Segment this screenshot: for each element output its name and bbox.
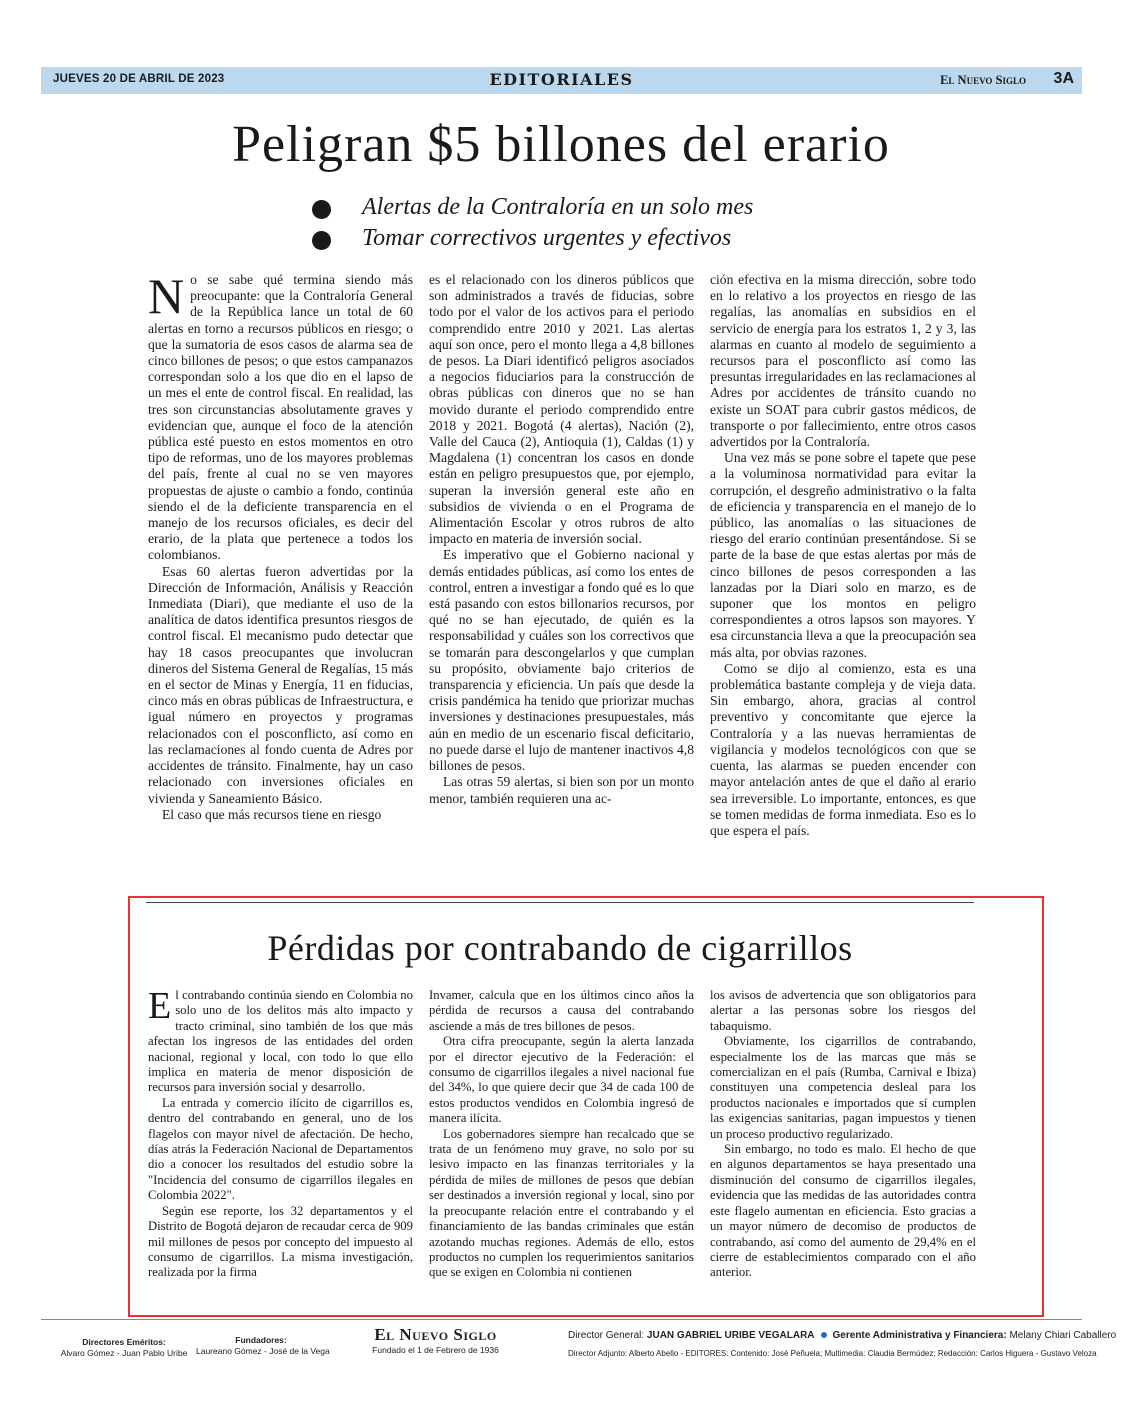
footer-founders: Fundadores: Laureano Gómez - José de la Vega	[196, 1335, 330, 1356]
paragraph: Los gobernadores siempre han recalcado que se trata de un fenómeno muy grave, no solo por su lesivo impacto en las finanzas territoriales y la pérdida de miles de millones de pesos que debían ser destinados a inversión regional y local, sino por la preocupante relación entre el contrabando y el financiamiento de las bandas criminales que están azotando muchas regiones. Además de ello, estos productos no cumplen los requerimientos sanitarios que se exigen en Colombia ni contienen	[429, 1126, 694, 1280]
editorial-1-column-2	[429, 272, 694, 807]
paragraph: Esas 60 alertas fueron advertidas por la Dirección de Información, Análisis y Reacción Inmediata (Diari), que mediante el uso de la analítica de datos identifica presuntos riesgos de control fiscal. El mecanismo pudo detectar que hay 18 casos preocupantes que involucran dineros del Sistema General de Regalías, 15 más en el sector de Minas y Energía, 11 en fiducias, cinco más en obras públicas de Infraestructura, e igual número en proyectos y programas relacionados con el posconflicto, así como en las reclamaciones al fondo cuenta de Adres por accidentes de tránsito. Finalmente, hay un caso relacionado con inversiones oficiales en vivienda y Saneamiento Básico.	[148, 563, 414, 806]
paragraph: Una vez más se pone sobre el tapete que pese a la voluminosa normatividad para evitar la corrupción, el desgreño administrativo o la falta de eficiencia y transparencia en el manejo de lo público, las anomalías o las situaciones de riesgo del erario continúan presentándose. Si se parte de la base de que estas alertas por más de cinco billones de pesos corresponden a las lanzadas por la Diari solo en marzo, es de suponer que los montos en peligro correspondientes a otros lapsos son mayores. Y esa circunstancia lleva a que la preocupación sea más alta, por obvias razones.	[710, 450, 976, 660]
header-section: EDITORIALES	[489, 70, 634, 89]
drop-cap: E	[148, 985, 172, 1027]
footer-logo	[363, 1325, 508, 1356]
paragraph: La entrada y comercio ilícito de cigarrillos es, dentro del contrabando en general, uno de los flagelos con mayor nivel de afectación. De hecho, días atrás la Federación Nacional de Departamentos dio a conocer los resultados del estudio sobre la "Incidencia del consumo de cigarrillos ilegales en Colombia 2022".	[148, 1095, 413, 1203]
footer-divider	[41, 1319, 1082, 1320]
newspaper-logo: El Nuevo Siglo	[374, 1325, 497, 1344]
paragraph: Otra cifra preocupante, según la alerta lanzada por el director ejecutivo de la Federación: el consumo de cigarrillos ilegales a nivel nacional fue del 34%, lo que quiere decir que 34 de cada 100 de estos productos vendidos en Colombia ingresó de manera ilícita.	[429, 1034, 694, 1126]
editorial-1-title: Peligran $5 billones del erario	[232, 116, 890, 173]
header-paper-name: El Nuevo Siglo	[940, 73, 1026, 87]
subtitle-text: Tomar correctivos urgentes y efectivos	[362, 225, 732, 251]
paragraph: Sin embargo, no todo es malo. El hecho de que en algunos departamentos se haya presentado una disminución del consumo de cigarrillos ilegales, evidencia que las medidas de las autoridades contra este flagelo aumentan en eficiencia. Esto gracias a un mayor número de decomiso de productos de contrabando, así como del aumento de 29,4% en el cierre de establecimientos comparado con el año anterior.	[710, 1142, 976, 1280]
paragraph: Invamer, calcula que en los últimos cinco años la pérdida de recursos a causa del contrabando asciende a más de tres billones de pesos.	[429, 988, 694, 1033]
founded-date: Fundado el 1 de Febrero de 1936	[372, 1345, 499, 1355]
paragraph: No se sabe qué termina siendo más preocupante: que la Contraloría General de la República lance un total de 60 alertas en torno a recursos públicos en riesgo; o que la sumatoria de esos casos de alarma sea de cinco billones de pesos; o que estos campanazos correspondan solo a los que dio en el lapso de un mes el ente de control fiscal. En realidad, las tres son circunstancias absolutamente graves y evidencian que, aunque el foco de la atención pública esté puesto en estos momentos en otro tipo de reformas, uno de los mayores problemas del país, frente al cual no se ven mayores propuestas de ajuste o cambio a fondo, continúa siendo el de la deficiente transparencia en el manejo de los recursos oficiales, es decir del erario, de la plata que pertenece a todos los colombianos.	[148, 268, 413, 563]
subtitle-text: Alertas de la Contraloría en un solo mes	[362, 194, 754, 220]
paragraph: El caso que más recursos tiene en riesgo	[162, 806, 382, 822]
header-bar	[41, 67, 1082, 94]
paragraph: El contrabando continúa siendo en Colombia no solo uno de los delitos más alto impacto y tracto criminal, sino también de los que más afectan los ingresos de las entidades del orden nacional, regional y local, con todo lo que ello implica en materia de menor disposición de recursos para inversión social y desarrollo.	[148, 985, 413, 1095]
staff-line: Director Adjunto: Alberto Abello - EDITORES: Contenido: José Peñuela; Multimedia: Claudia Bermúdez; Redacción: Carlos Higuera - Gustavo Veloza	[568, 1349, 1097, 1358]
paragraph: ción efectiva en la misma dirección, sobre todo en lo relativo a los proyectos en riesgo de las regalías, las anomalías en subsidios en el servicio de energía para los estratos 1, 2 y 3, las alarmas en cuanto al modelo de seguimiento a recursos para el posconflicto así como las presuntas irregularidades en las reclamaciones al Adres por accidentes de tránsito cuando no existe un SOAT para cubrir gastos médicos, de transporte o por fallecimiento, entre otros casos advertidos por la Contraloría.	[710, 272, 976, 450]
editorial-2-column-2	[429, 988, 694, 1281]
paragraph: Como se dijo al comienzo, esta es una problemática bastante compleja y de vieja data. Sin embargo, ahora, gracias al control preventivo y concomitante que ejerce la Contraloría y a las nuevas herramientas de vigilancia y modelos tecnológicos con que se cuenta, las alarmas se pueden encender con mayor antelación antes de que el daño al erario sea irreversible. Lo importante, entonces, es que se tomen medidas de forma inmediata. Eso es lo que espera el país.	[710, 660, 976, 838]
paragraph: Según ese reporte, los 32 departamentos y el Distrito de Bogotá dejaron de recaudar cerca de 909 mil millones de pesos por concepto del impuesto al consumo de cigarrillos. La misma investigación, realizada por la firma	[148, 1203, 413, 1280]
editorial-2-column-3	[710, 988, 976, 1281]
paragraph: Es imperativo que el Gobierno nacional y demás entidades públicas, así como los entes de control, entren a investigar a fondo qué es lo que está pasando con estos billonarios recursos, por qué no se han ejecutado, de quién es la responsabilidad y cuáles son los correctivos que se tomarán para descongelarlos y que cumplan su propósito, obviamente bajo criterios de transparencia y eficiencia. Un país que desde la crisis pandémica ha tenido que priorizar muchas inversiones y destinaciones presupuestales, más aún en medio de un escenario fiscal deficitario, no puede darse el lujo de mantener inactivos 4,8 billones de pesos.	[429, 547, 694, 774]
divider	[146, 902, 974, 903]
bullet-icon	[312, 231, 331, 250]
footer-staff: Director General: JUAN GABRIEL URIBE VEGALARA Gerente Administrativa y Financiera: Melany Chiari Caballero Director Adjunto: Alberto Abello - EDITORES: Contenido: José Peñuela; Multimedia: Claudia Bermúdez; Redacción: Carlos Higuera - Gustavo Veloza	[568, 1330, 1117, 1358]
editorial-2-title: Pérdidas por contrabando de cigarrillos	[267, 928, 853, 968]
header-page-number: 3A	[1053, 70, 1074, 87]
header-date: JUEVES 20 DE ABRIL DE 2023	[53, 73, 225, 85]
editorial-1-column-3	[710, 272, 976, 839]
footer-emeritus-directors: Directores Eméritos: Alvaro Gómez - Juan Pablo Uribe	[60, 1337, 188, 1358]
paragraph: los avisos de advertencia que son obligatorios para alertar a las personas sobre los riesgos del tabaquismo.	[710, 988, 976, 1033]
drop-cap: N	[148, 268, 185, 324]
paragraph: es el relacionado con los dineros públicos que son administrados a través de fiducias, sobre todo por el valor de los activos para el periodo comprendido entre 2010 y 2021. Las alertas aquí son once, pero el monto llega a 4,8 billones de pesos. La Diari identificó peligros asociados a negocios fiduciarios para la construcción de obras públicas con dineros que no se han movido durante el periodo comprendido entre 2018 y 2021. Bogotá (4 alertas), Nación (2), Valle del Cauca (2), Antioquia (1), Caldas (1) y Magdalena (1) concentran los casos en donde están en peligro presupuestos que, por ejemplo, superan la inversión general este año en subsidios de vivienda o en el Programa de Alimentación Escolar y otros rubros de alto impacto en materia de inversión social.	[429, 272, 694, 547]
paragraph: Obviamente, los cigarrillos de contrabando, especialmente los de las marcas que más se comercializan en el país (Rumba, Carnival e Ibiza) constituyen una competencia desleal para los productos nacionales e importados que sí cumplen las exigencias sanitarias, pagan impuestos y tienen un proceso productivo regularizado.	[710, 1034, 976, 1141]
bullet-icon	[312, 200, 331, 219]
paragraph: Las otras 59 alertas, si bien son por un monto menor, también requieren una ac-	[429, 774, 694, 806]
bullet-icon	[821, 1332, 827, 1338]
editorial-2-column-1	[148, 985, 413, 1281]
editorial-1-column-1	[148, 268, 414, 823]
